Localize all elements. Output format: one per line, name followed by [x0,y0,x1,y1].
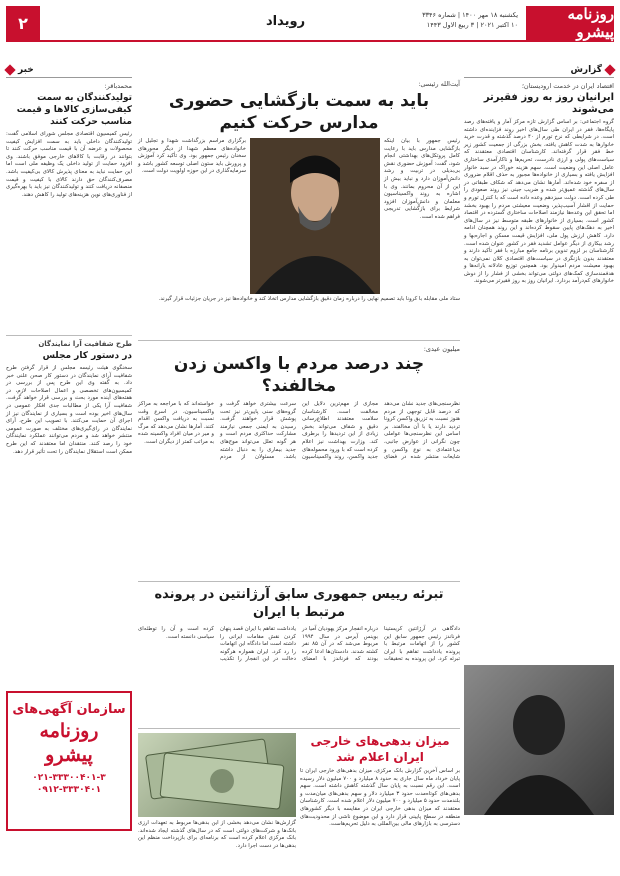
report-header [464,62,614,78]
news-body: رئیس کمیسیون اقتصادی مجلس شورای اسلامی گفت: تولیدکنندگان داخلی باید به سمت افزایش کیفیت محصولات و عرضه آن با قیمت مناسب حرکت کنند تا بتوانند در رقابت با کالاهای خارجی موفق باشند. وی افزود حمایت از تولید داخلی یک وظیفه ملی است اما این حمایت نباید به معنای پذیرش کالای بی‌کیفیت باشد. مصرف‌کنندگان حق دارند کالای با کیفیت و قیمت منصفانه دریافت کنند و تولیدکنندگان نیز باید با بهره‌گیری از فناوری‌های نوین هزینه‌های تولید را کاهش دهند. [6,131,132,198]
news-body-2: سخنگوی هیئت رئیسه مجلس از قرار گرفتن طرح شفافیت آرای نمایندگان در دستور کار صحن علنی خبر داد. به گفته وی این طرح پس از بررسی در کمیسیون‌های تخصصی و اعمال اصلاحات لازم، در هفته‌های آینده مورد بحث و بررسی قرار خواهد گرفت. شفافیت آرا یکی از مطالبات جدی افکار عمومی در سال‌های اخیر بوده است و بسیاری از نمایندگان نیز از اجرای آن حمایت می‌کنند. با تصویب این طرح، آرای نمایندگان در رای‌گیری‌های مختلف به صورت عمومی منتشر خواهد شد و مردم می‌توانند عملکرد نمایندگان خود را رصد کنند. منتقدان اما معتقدند که این طرح ممکن است استقلال نمایندگان را تحت تأثیر قرار دهد. [6,365,132,455]
news-headline[interactable]: تولیدکنندگان به سمت کیفی‌سازی کالاها و قیمت مناسب حرکت کنند [16,93,132,127]
divider [138,340,460,341]
divider [6,335,132,336]
story-1-row [138,138,460,294]
story-1-body-a: رئیس جمهور با بیان اینکه بازگشایی مدارس باید با رعایت کامل پروتکل‌های بهداشتی انجام شود، گفت: آموزش حضوری نقش بی‌بدیلی در تربیت و رشد دانش‌آموزان دارد و نباید بیش از این از آن محروم بمانند. وی با اشاره به روند واکسیناسیون معلمان و دانش‌آموزان افزود شرایط برای بازگشایی تدریجی فراهم شده است. [384,138,460,220]
story-4-text [300,733,460,876]
story-2-body: نظرسنجی‌های جدید نشان می‌دهد که درصد قابل توجهی از مردم هنوز نسبت به تزریق واکسن کرونا تردید دارند یا با آن مخالفند. بر اساس این نظرسنجی‌ها عواملی چون نگرانی از عوارض جانبی، بی‌اعتمادی به نوع واکسن و شایعات منتشر شده در فضای مجازی از مهم‌ترین دلایل این مخالفت است. کارشناسان سلامت معتقدند اطلاع‌رسانی دقیق و شفاف می‌تواند بخش زیادی از این تردیدها را برطرف کند. وزارت بهداشت نیز اعلام کرده است که با ورود محموله‌های جدید واکسن، روند واکسیناسیون سرعت بیشتری خواهد گرفت و گروه‌های سنی پایین‌تر نیز تحت پوشش قرار خواهند گرفت. رسیدن به ایمنی جمعی نیازمند مشارکت حداکثری مردم است و هر گونه تعلل می‌تواند موج‌های جدید بیماری را به دنبال داشته باشد. مسئولان از مردم خواسته‌اند که با مراجعه به مراکز واکسیناسیون، در اسرع وقت نسبت به دریافت واکسن اقدام کنند. آمارها نشان می‌دهد که مرگ و میر در میان افراد واکسینه شده به مراتب کمتر از دیگران است. [138,401,460,461]
news-kicker-2: طرح شفافیت آرا نمایندگان [38,340,132,348]
story-3-headline[interactable]: تبرئه رییس جمهوری سابق آرژانتین در پرونده مرتبط با ایران [154,587,444,620]
story-1-headline[interactable]: باید به سمت بازگشایی حضوری مدارس حرکت کنیم [168,91,430,133]
news-header [6,62,132,78]
ad-box[interactable] [6,691,132,831]
ad-name: روزنامه [39,720,99,742]
dollar-bills-photo [138,733,296,817]
story-1-kicker: آیت‌الله رئیسی: [418,80,460,88]
story-2-headline[interactable]: چند درصد مردم با واکسن زدن مخالفند؟ [173,354,425,396]
date-line-1: یکشنبه ۱۸ مهر ۱۴۰۰ | شماره ۳۳۴۶ [422,11,518,19]
ad-name-2: پیشرو [45,744,93,766]
story-4-media [138,733,296,876]
report-kicker: اقتصاد ایران در خدمت ارودیستان؛ [521,82,614,90]
news-headline-2[interactable]: در دستور کار مجلس [42,351,132,361]
story-2-kicker: میلیون عیدی: [423,345,460,353]
person-photo-icon [250,138,380,294]
section-title: رویداد [266,14,306,29]
masthead [6,6,614,42]
news-header-label: خبر [18,64,34,75]
story-4-row [138,733,460,876]
story-4-body-b: گزارش‌ها نشان می‌دهد بخشی از این بدهی‌ها مربوط به تعهدات ارزی بانک‌ها و شرکت‌های دولتی است که در سال‌های گذشته ایجاد شده‌اند. بانک مرکزی اعلام کرده است که برنامه‌ای برای بازپرداخت منظم این بدهی‌ها در دست اجرا دارد. [138,820,296,849]
ad-title: سازمان آگهی‌های [12,702,126,717]
diamond-icon [4,64,15,75]
date-line-2: ۱۰ اکتبر ۲۰۲۱ | ۳ ربیع الاول ۱۴۴۳ [426,21,518,29]
money-icon [138,733,296,817]
woman-photo [464,665,614,815]
middle-column [138,62,460,849]
president-photo [250,138,380,294]
report-headline[interactable]: ایرانیان روز به روز فقیرتر می‌شوند [483,92,614,115]
ad-phone-1[interactable]: ۰۲۱-۳۳۳۰۰۴۰۱-۳ [32,773,106,783]
divider [138,581,460,582]
diamond-icon [604,64,615,75]
person-silhouette-icon [464,665,614,815]
report-body: گروه اجتماعی: بر اساس گزارش تازه مرکز آمار و یافته‌های رصد پایگاه‌ها، فقر در ایران طی سال‌های اخیر روند فزاینده‌ای داشته است. در شرایطی که نرخ تورم از ۴۰ درصد گذشته و قدرت خرید خانوارها به شدت کاهش یافته، بخش بزرگی از جمعیت کشور زیر خط فقر قرار گرفته‌اند. کارشناسان اقتصادی معتقدند که سیاست‌های پولی و ارزی نادرست، تحریم‌ها و ناکارآمدی ساختاری عامل اصلی این وضعیت است. سهم هزینه خوراک در سبد خانوار افزایش یافته و بسیاری از خانواده‌ها مجبور به حذف اقلام ضروری از سفره خود شده‌اند. آمارها نشان می‌دهد که شکاف طبقاتی در سال‌های گذشته عمیق‌تر شده و ضریب جینی نیز روند صعودی را طی کرده است. دولت سیزدهم وعده داده است که با کنترل تورم و حمایت از اقشار آسیب‌پذیر، وضعیت معیشتی مردم را بهبود بخشد اما تحقق این وعده‌ها نیازمند اصلاحات ساختاری گسترده در اقتصاد کشور است. بسیاری از خانوارهای طبقه متوسط نیز در سال‌های اخیر به دهک‌های پایین سقوط کرده‌اند و این روند همچنان ادامه دارد. کاهش ارزش پول ملی، افزایش قیمت مسکن و اجاره‌بها و رشد بیکاری از دیگر عوامل تشدید فقر در کشور عنوان شده است. کارشناسان بر لزوم تدوین برنامه جامع مبارزه با فقر تأکید دارند و معتقدند بدون بازنگری در سیاست‌های اقتصادی کلان نمی‌توان به بهبود معیشت مردم امیدوار بود. همچنین توزیع عادلانه یارانه‌ها و هدفمندسازی کمک‌های دولتی می‌تواند بخشی از فشار را از دوش خانوارهای کم‌درآمد بردارد. ایرانیان روز به روز فقیرتر می‌شوند. [464,119,615,285]
newspaper-logo[interactable]: روزنامه پیشرو [526,6,614,40]
story-4-body: بر اساس آخرین گزارش بانک مرکزی، میزان بدهی‌های خارجی ایران تا پایان خرداد ماه سال جاری به حدود ۸ میلیارد و ۷۰۰ میلیون دلار رسیده است. این رقم نسبت به پایان سال گذشته کاهش داشته است. سهم بدهی‌های کوتاه‌مدت حدود ۳ میلیارد دلار و سهم بدهی‌های میان‌مدت و بلندمدت حدود ۵ میلیارد و ۷۰۰ میلیون دلار اعلام شده است. کارشناسان معتقدند که میزان بدهی خارجی ایران در مقایسه با دیگر کشورهای منطقه در سطح پایینی قرار دارد و این موضوع ناشی از محدودیت‌های دسترسی به بازارهای مالی بین‌المللی به دلیل تحریم‌هاست. [300,768,460,828]
page-number: ۲ [6,6,40,40]
ad-phone-2[interactable]: ۰۹۱۲-۳۳۳۰۴۰۱ [36,785,102,795]
date-line [422,10,518,30]
story-1-body-c: ستاد ملی مقابله با کرونا باید تصمیم نهایی را درباره زمان دقیق بازگشایی مدارس اتخاذ کند و خانواده‌ها نیز در جریان جزئیات قرار گیرند. [158,296,460,302]
story-1-body-b: برگزاری مراسم بزرگداشت شهدا و تجلیل از خانواده‌های معظم شهدا از دیگر محورهای سخنان رئیس جمهور بود. وی تأکید کرد آموزش و پرورش باید ستون اصلی توسعه کشور باشد و سرمایه‌گذاری در این حوزه اولویت دولت است. [138,138,246,175]
story-4-headline[interactable]: میزان بدهی‌های خارجی ایران اعلام شد [310,734,450,764]
right-column [464,62,614,832]
story-3-body: دادگاهی در آرژانتین کریستینا فرناندز رئیس جمهور سابق این کشور را از اتهامات مرتبط با پرونده یادداشت تفاهم با ایران تبرئه کرد. این پرونده به تحقیقات درباره انفجار مرکز یهودیان آمیا در بوینس آیرس در سال ۱۹۹۴ مربوط می‌شد که در آن ۸۵ نفر کشته شدند. دادستان‌ها ادعا کرده بودند که فرناندز با امضای یادداشت تفاهم با ایران قصد پنهان کردن نقش مقامات ایرانی را داشته است اما دادگاه این اتهامات را رد کرد. ایران همواره هرگونه دخالت در این انفجار را تکذیب کرده است و آن را توطئه‌ای سیاسی دانسته است. [138,626,460,663]
divider [138,728,460,729]
news-kicker: محمدباقر: [104,82,132,90]
report-header-label: گزارش [570,64,602,75]
